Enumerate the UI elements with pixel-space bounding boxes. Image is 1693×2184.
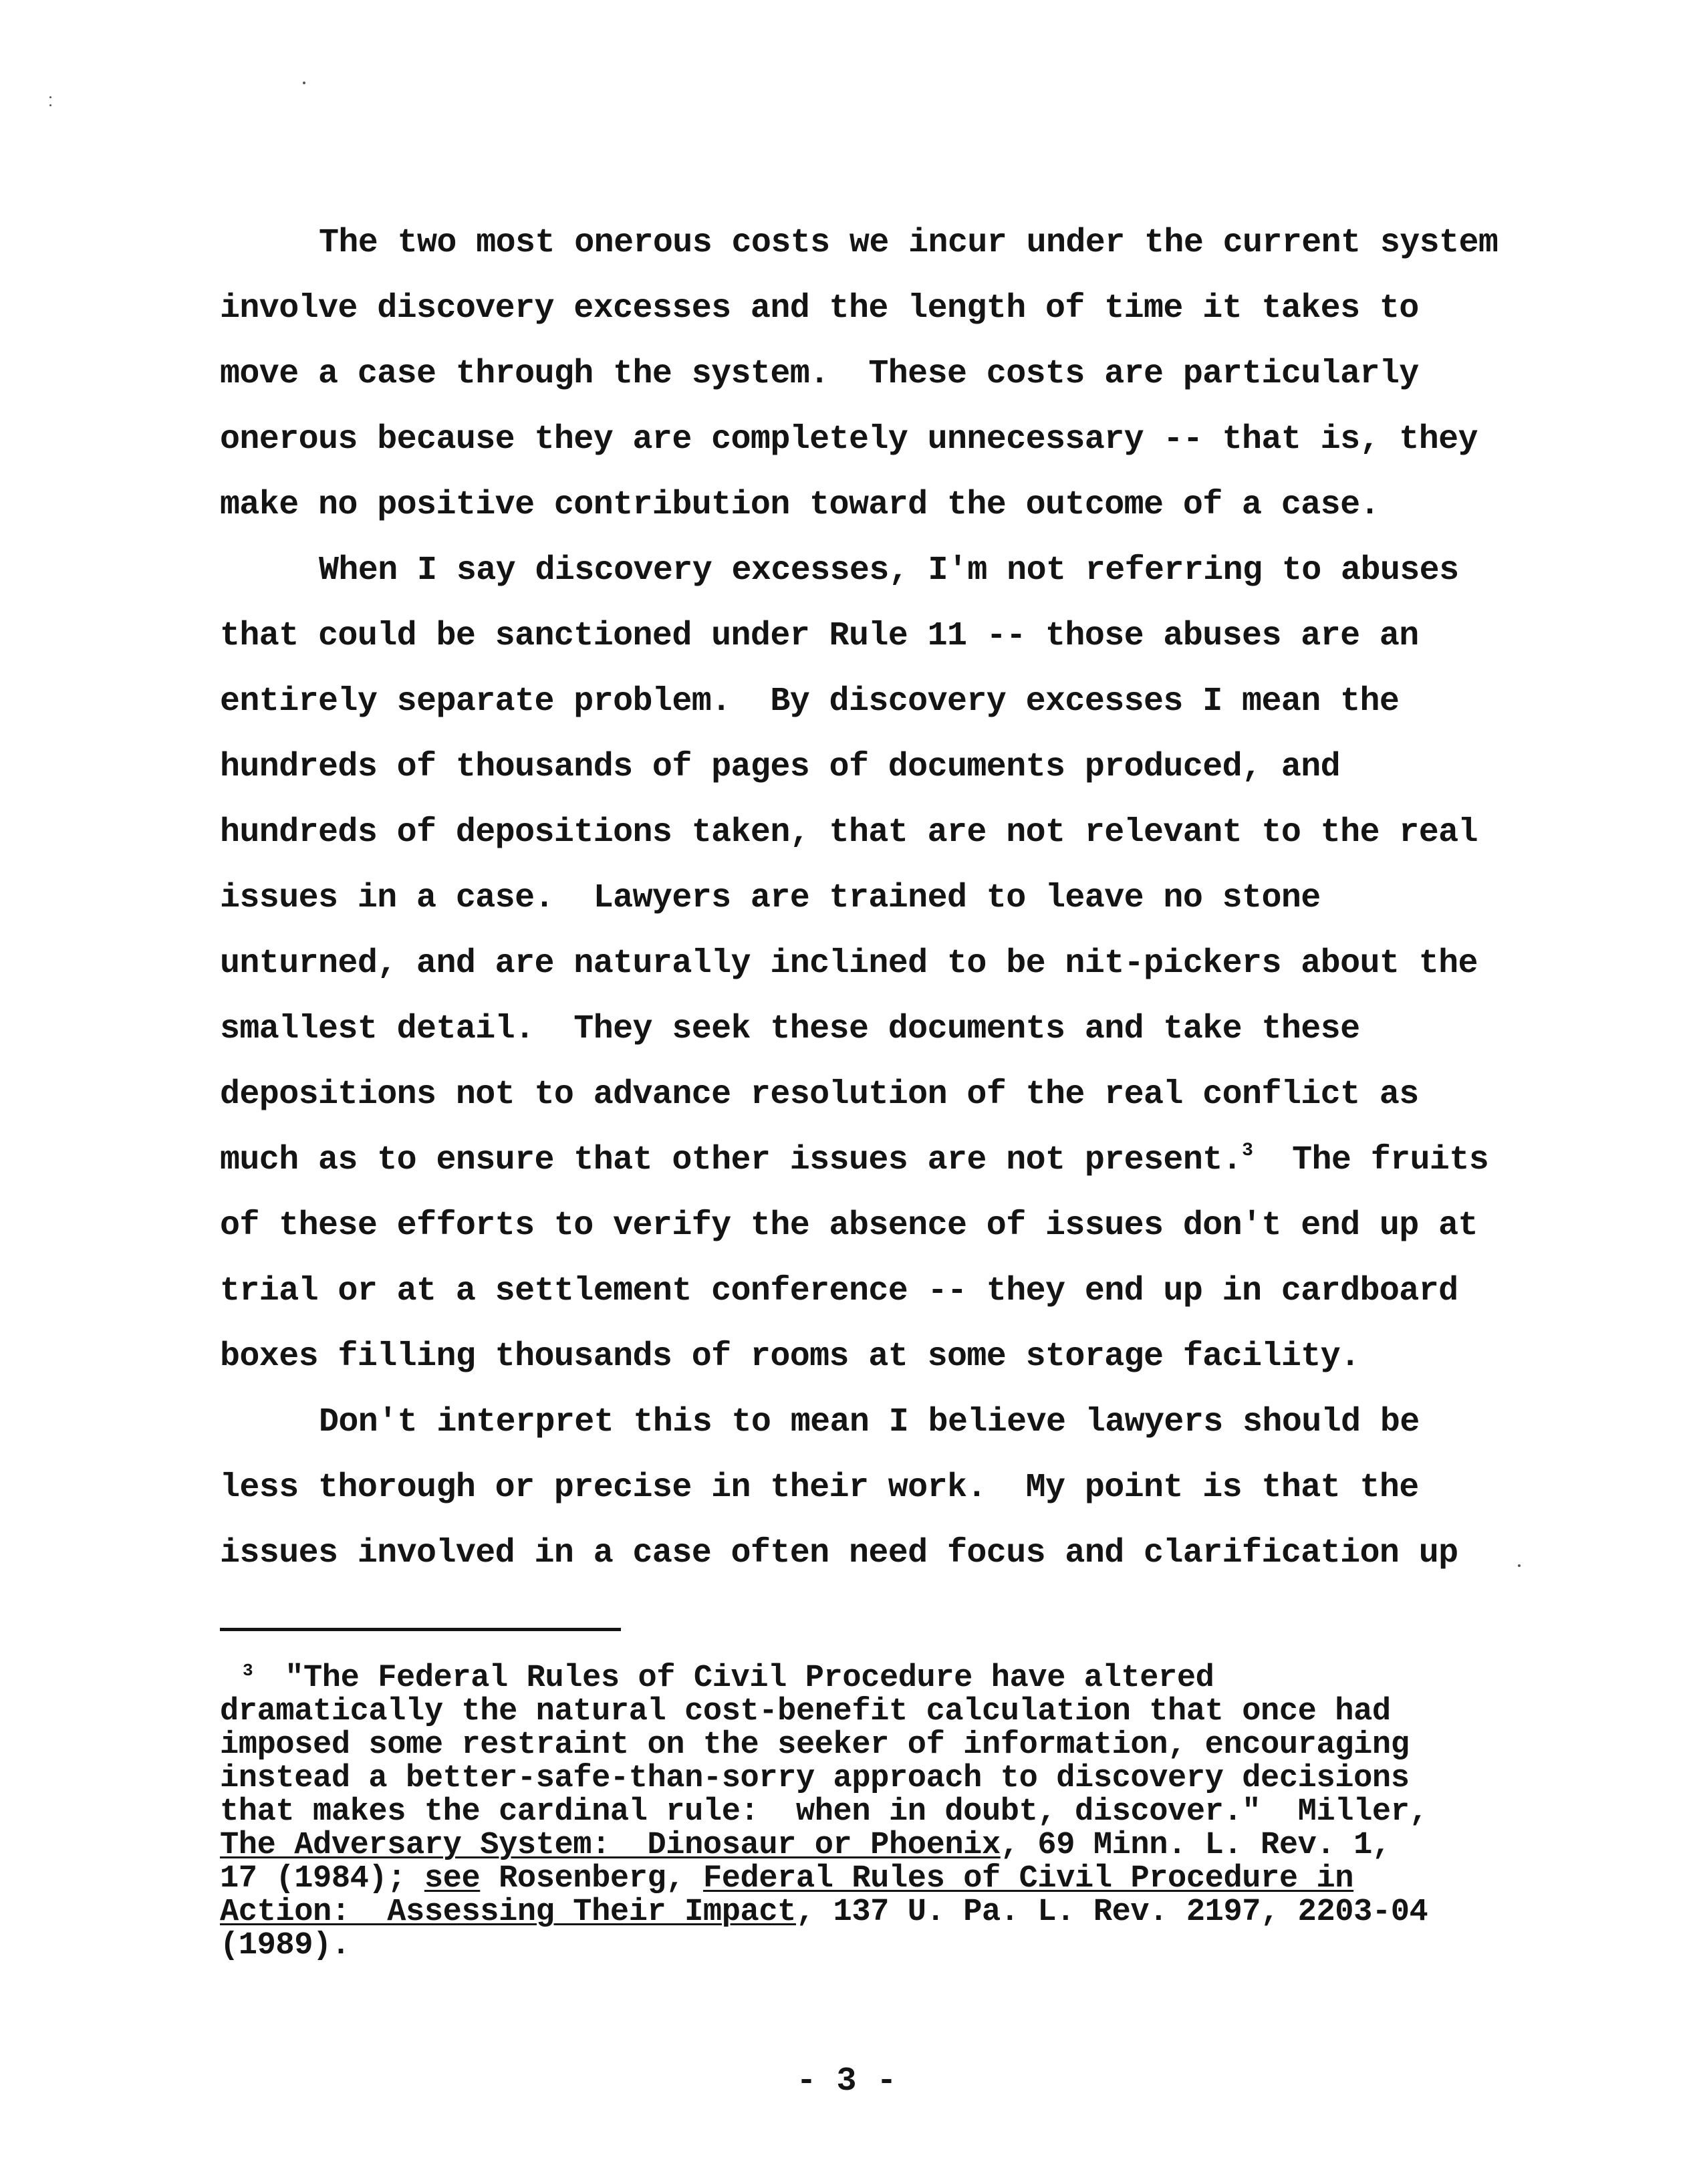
paragraph-2-line: depositions not to advance resolution of the real conflict as bbox=[220, 1076, 1419, 1114]
paragraph-1-line: move a case through the system. These costs are particularly bbox=[220, 355, 1419, 393]
paragraph-1-line: make no positive contribution toward the outcome of a case. bbox=[220, 486, 1380, 524]
paragraph-2-line: hundreds of thousands of pages of documents produced, and bbox=[220, 748, 1341, 786]
footnote-line: dramatically the natural cost-benefit calculation that once had bbox=[220, 1694, 1391, 1729]
paragraph-1-line: involve discovery excesses and the length of time it takes to bbox=[220, 289, 1419, 328]
footnote-line bbox=[220, 1662, 1557, 1695]
scan-speck bbox=[49, 96, 51, 98]
footnote-marker: 3 bbox=[243, 1661, 253, 1681]
citation-text: 17 (1984); bbox=[220, 1861, 424, 1897]
body-text bbox=[220, 211, 1557, 1586]
footnote-line: imposed some restraint on the seeker of information, encouraging bbox=[220, 1727, 1410, 1763]
footnote-line: (1989). bbox=[220, 1928, 350, 1963]
paragraph-2-line-with-footnote bbox=[220, 1128, 1557, 1193]
paragraph-2-line: boxes filling thousands of rooms at some storage facility. bbox=[220, 1338, 1360, 1376]
citation-text: Rosenberg, bbox=[480, 1861, 703, 1897]
scan-speck bbox=[49, 104, 51, 106]
footnote-text: "The Federal Rules of Civil Procedure have altered bbox=[285, 1661, 1214, 1696]
paragraph-2-line: smallest detail. They seek these documents and take these bbox=[220, 1010, 1360, 1048]
footnote-reference[interactable]: 3 bbox=[1242, 1140, 1253, 1161]
paragraph-2-line: issues in a case. Lawyers are trained to leave no stone bbox=[220, 879, 1321, 917]
paragraph-2-line: entirely separate problem. By discovery excesses I mean the bbox=[220, 683, 1400, 721]
citation-title: Federal Rules of Civil Procedure in bbox=[702, 1861, 1354, 1897]
footnote-line bbox=[220, 1862, 1557, 1896]
paragraph-2-line: hundreds of depositions taken, that are not relevant to the real bbox=[220, 814, 1478, 852]
footnote bbox=[220, 1662, 1557, 1963]
page-number: - 3 - bbox=[796, 2062, 897, 2100]
paragraph-3-line: less thorough or precise in their work. My point is that the bbox=[220, 1469, 1419, 1507]
citation-text: , 69 Minn. L. Rev. 1, bbox=[1000, 1828, 1391, 1863]
paragraph-2-line: trial or at a settlement conference -- they end up in cardboard bbox=[220, 1272, 1458, 1310]
paragraph-3-line: issues involved in a case often need focus and clarification up bbox=[220, 1534, 1458, 1572]
paragraph-2-line: of these efforts to verify the absence of issues don't end up at bbox=[220, 1207, 1478, 1245]
paragraph-1-line: The two most onerous costs we incur under the current system bbox=[319, 224, 1499, 262]
paragraph-3-line: Don't interpret this to mean I believe lawyers should be bbox=[319, 1403, 1420, 1441]
footnote-divider bbox=[220, 1628, 621, 1631]
scan-speck bbox=[303, 82, 305, 84]
citation-title: The Adversary System: Dinosaur or Phoenix bbox=[220, 1828, 1001, 1863]
paragraph-2-line: When I say discovery excesses, I'm not referring to abuses bbox=[319, 552, 1459, 590]
citation-text: , 137 U. Pa. L. Rev. 2197, 2203-04 bbox=[795, 1895, 1428, 1930]
scan-speck bbox=[1518, 1564, 1521, 1567]
paragraph-2-line: unturned, and are naturally inclined to be nit-pickers about the bbox=[220, 945, 1478, 983]
paragraph-1-line: onerous because they are completely unnecessary -- that is, they bbox=[220, 420, 1478, 459]
footnote-line: instead a better-safe-than-sorry approach to discovery decisions bbox=[220, 1761, 1410, 1796]
footnote-line bbox=[220, 1829, 1557, 1862]
line-text: much as to ensure that other issues are not present. bbox=[220, 1141, 1243, 1179]
footnote-line bbox=[220, 1896, 1557, 1929]
footnote-line: that makes the cardinal rule: when in doubt, discover." Miller, bbox=[220, 1794, 1428, 1830]
line-text: The fruits bbox=[1253, 1141, 1489, 1179]
citation-title: Action: Assessing Their Impact bbox=[220, 1895, 796, 1930]
paragraph-2-line: that could be sanctioned under Rule 11 -- those abuses are an bbox=[220, 617, 1419, 655]
signal-see: see bbox=[424, 1861, 481, 1897]
